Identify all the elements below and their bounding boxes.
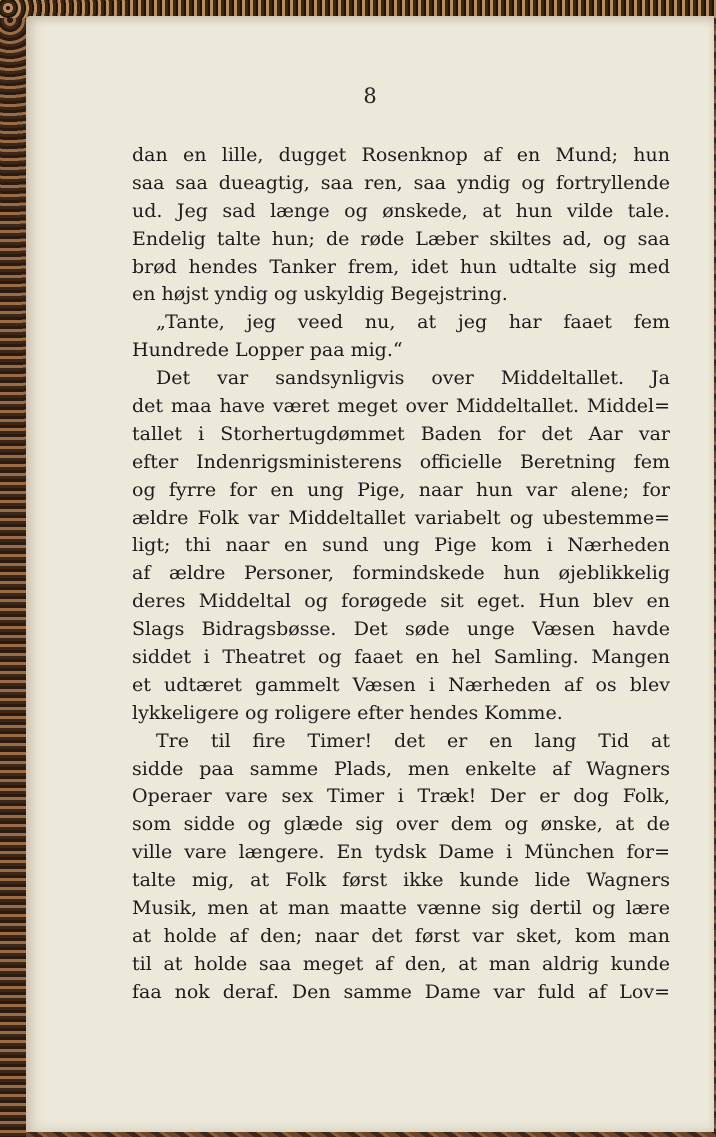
text-line: ældre Folk var Middeltallet variabelt og ubestemme= <box>132 506 670 529</box>
text-line: Operaer vare sex Timer i Træk! Der er dog Folk, <box>132 785 670 808</box>
text-line: dan en lille, dugget Rosenknop af en Mund; hun <box>132 144 670 166</box>
text-line: at holde af den; naar det først var sket, kom man <box>132 924 670 947</box>
text-line: en højst yndig og uskyldig Begejstring. <box>132 283 508 306</box>
marbled-cover-edge-left <box>0 0 26 1137</box>
book-page <box>26 16 714 1132</box>
text-line: lykkeligere og roligere efter hendes Komme. <box>132 701 563 724</box>
text-line: sidde paa samme Plads, men enkelte af Wagners <box>132 757 670 780</box>
text-line: af ældre Personer, formindskede hun øjeblikkelig <box>132 562 670 585</box>
text-line: tallet i Storhertugdømmet Baden for det Aar var <box>132 422 670 445</box>
text-line: Hundrede Lopper paa mig.“ <box>132 339 403 362</box>
text-line: det maa have været meget over Middeltallet. Middel= <box>132 395 670 418</box>
text-line: talte mig, at Folk først ikke kunde lide Wagners <box>132 869 670 892</box>
text-line: ud. Jeg sad længe og ønskede, at hun vilde tale. <box>132 199 670 222</box>
text-line: Endelig talte hun; de røde Læber skiltes ad, og saa <box>132 227 670 250</box>
text-line: Musik, men at man maatte vænne sig dertil og lære <box>132 897 670 920</box>
text-line: Det var sandsynligvis over Middeltallet. Ja <box>156 367 670 390</box>
text-line: et udtæret gammelt Væsen i Nærheden af os blev <box>132 673 670 696</box>
text-line: og fyrre for en ung Pige, naar hun var alene; for <box>132 478 670 501</box>
text-line: Slags Bidragsbøsse. Det søde unge Væsen havde <box>132 618 670 641</box>
text-line: deres Middeltal og forøgede sit eget. Hun blev en <box>132 590 670 613</box>
text-line: som sidde og glæde sig over dem og ønske, at de <box>132 813 670 836</box>
text-line: siddet i Theatret og faaet en hel Samling. Mangen <box>132 646 670 669</box>
text-line: saa saa dueagtig, saa ren, saa yndig og fortryllende <box>132 171 670 194</box>
text-line: brød hendes Tanker frem, idet hun udtalte sig med <box>132 255 670 278</box>
text-line: til at holde saa meget af den, at man aldrig kunde <box>132 952 670 975</box>
text-line: efter Indenrigsministerens officielle Beretning fem <box>132 450 670 473</box>
text-line: ligt; thi naar en sund ung Pige kom i Nærheden <box>132 534 670 557</box>
page-number: 8 <box>363 84 377 108</box>
text-line: Tre til fire Timer! det er en lang Tid at <box>156 729 670 752</box>
text-line: faa nok deraf. Den samme Dame var fuld af Lov= <box>132 980 670 1003</box>
body-text <box>132 142 670 1007</box>
text-line: „Tante, jeg veed nu, at jeg har faaet fem <box>156 311 670 334</box>
text-line: ville vare længere. En tydsk Dame i München for= <box>132 841 670 864</box>
